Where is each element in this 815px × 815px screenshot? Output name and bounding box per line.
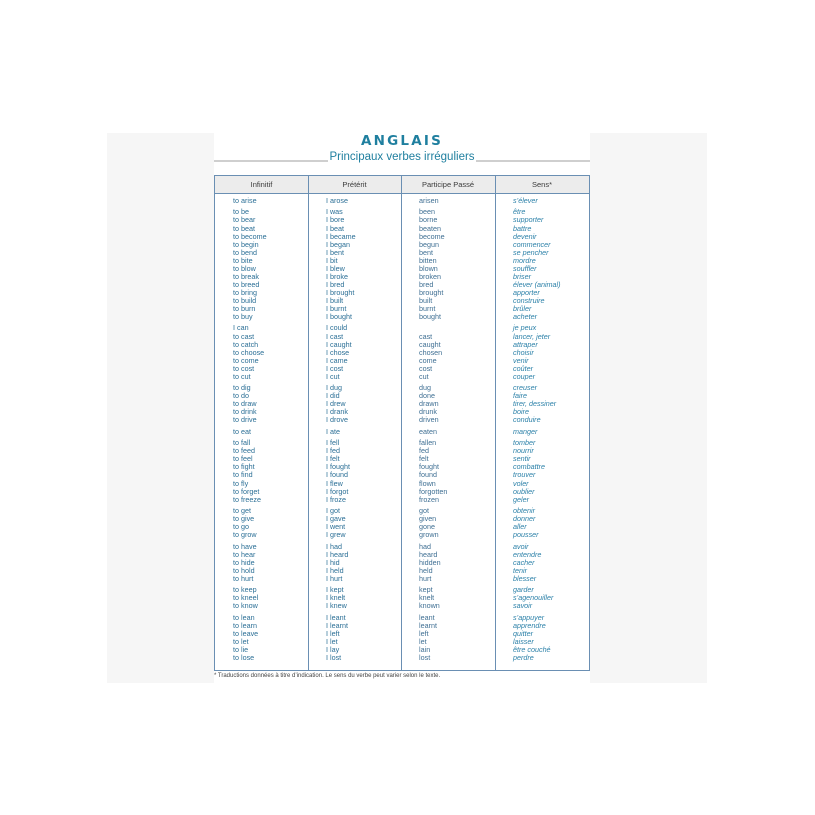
preterit-cell: I bore xyxy=(326,215,345,225)
table-row xyxy=(215,471,589,479)
infinitif-cell: to hurt xyxy=(233,573,254,583)
participe-passe-cell: beaten xyxy=(419,223,441,233)
infinitif-cell: to keep xyxy=(233,585,257,595)
table-row xyxy=(215,197,589,205)
participe-passe-cell: grown xyxy=(419,530,439,540)
sens-cell: combattre xyxy=(513,462,545,472)
sens-cell: savoir xyxy=(513,601,533,611)
preterit-cell: I had xyxy=(326,541,342,551)
infinitif-cell: to cast xyxy=(233,331,255,341)
preterit-cell: I felt xyxy=(326,454,340,464)
infinitif-cell: to come xyxy=(233,355,259,365)
decorative-rule-left xyxy=(214,160,328,162)
infinitif-cell: to drive xyxy=(233,415,257,425)
infinitif-cell: to hide xyxy=(233,557,255,567)
sens-cell: acheter xyxy=(513,312,537,322)
sens-cell: être xyxy=(513,207,526,217)
infinitif-cell: to dig xyxy=(233,383,251,393)
preterit-cell: I left xyxy=(326,628,340,638)
preterit-cell: I bought xyxy=(326,312,352,322)
infinitif-cell: to leave xyxy=(233,628,259,638)
preterit-cell: I cast xyxy=(326,331,344,341)
sens-cell: tenir xyxy=(513,565,527,575)
preterit-cell: I drew xyxy=(326,399,346,409)
participe-passe-cell: been xyxy=(419,207,435,217)
infinitif-cell: to learn xyxy=(233,620,257,630)
preterit-cell: I lay xyxy=(326,644,340,654)
participe-passe-cell: dug xyxy=(419,383,431,393)
sens-cell: tirer, dessiner xyxy=(513,399,557,409)
preterit-cell: I hid xyxy=(326,557,340,567)
sens-cell: blesser xyxy=(513,573,537,583)
sens-cell: aller xyxy=(513,522,527,532)
verb-group xyxy=(215,614,589,662)
preterit-cell: I hurt xyxy=(326,573,343,583)
participe-passe-cell: drawn xyxy=(419,399,439,409)
infinitif-cell: to bring xyxy=(233,287,257,297)
preterit-cell: I did xyxy=(326,391,340,401)
preterit-cell: I knelt xyxy=(326,593,346,603)
preterit-cell: I cost xyxy=(326,363,344,373)
table-row xyxy=(215,428,589,436)
verb-group xyxy=(215,324,589,380)
infinitif-cell: to forget xyxy=(233,486,260,496)
footnote: * Traductions données à titre d’indication. Le sens du verbe peut varier selon le texte. xyxy=(214,673,441,679)
participe-passe-cell: held xyxy=(419,565,433,575)
verb-group xyxy=(215,197,589,205)
table-row xyxy=(215,265,589,273)
table-body xyxy=(215,197,589,665)
preterit-cell: I brought xyxy=(326,287,355,297)
sens-cell: tomber xyxy=(513,438,536,448)
preterit-cell: I froze xyxy=(326,494,346,504)
participe-passe-cell: lost xyxy=(419,653,431,662)
sens-cell: trouver xyxy=(513,470,536,480)
preterit-cell: I arose xyxy=(326,196,348,205)
participe-passe-cell: found xyxy=(419,470,437,480)
participe-passe-cell: kept xyxy=(419,585,433,595)
infinitif-cell: to be xyxy=(233,207,249,217)
sens-cell: apprendre xyxy=(513,620,546,630)
participe-passe-cell: fallen xyxy=(419,438,437,448)
preterit-cell: I drank xyxy=(326,407,348,417)
sens-cell: obtenir xyxy=(513,506,535,516)
preterit-cell: I bent xyxy=(326,247,344,257)
preterit-cell: I lost xyxy=(326,653,342,662)
preterit-cell: I went xyxy=(326,522,346,532)
participe-passe-cell: had xyxy=(419,541,431,551)
infinitif-cell: to begin xyxy=(233,239,259,249)
sens-cell: boire xyxy=(513,407,529,417)
sens-cell: couper xyxy=(513,371,535,381)
verbs-table xyxy=(214,175,590,671)
infinitif-cell: to know xyxy=(233,601,258,611)
verb-group xyxy=(215,543,589,583)
infinitif-cell: to hold xyxy=(233,565,255,575)
preterit-cell: I dug xyxy=(326,383,342,393)
sens-cell: apporter xyxy=(513,287,540,297)
sens-cell: briser xyxy=(513,271,531,281)
preterit-cell: I caught xyxy=(326,339,352,349)
table-row xyxy=(215,400,589,408)
sens-cell: cacher xyxy=(513,557,535,567)
preterit-cell: I beat xyxy=(326,223,344,233)
infinitif-cell: to feed xyxy=(233,446,255,456)
sens-cell: je peux xyxy=(513,323,537,333)
participe-passe-cell: caught xyxy=(419,339,441,349)
sens-cell: quitter xyxy=(513,628,533,638)
page-subtitle: Principaux verbes irréguliers xyxy=(329,151,475,163)
sens-cell: s’agenouiller xyxy=(513,593,554,603)
preterit-cell: I cut xyxy=(326,371,340,381)
sens-cell: choisir xyxy=(513,347,534,357)
participe-passe-cell: begun xyxy=(419,239,439,249)
participe-passe-cell: driven xyxy=(419,415,439,425)
participe-passe-cell: let xyxy=(419,636,427,646)
sens-cell: nourrir xyxy=(513,446,534,456)
preterit-cell: I flew xyxy=(326,478,343,488)
participe-passe-cell: learnt xyxy=(419,620,437,630)
table-row xyxy=(215,313,589,321)
preterit-cell: I bred xyxy=(326,279,345,289)
infinitif-cell: to catch xyxy=(233,339,259,349)
preterit-cell: I burnt xyxy=(326,304,347,313)
participe-passe-cell: hurt xyxy=(419,573,432,583)
preterit-cell: I built xyxy=(326,295,344,305)
table-row xyxy=(215,654,589,662)
table-header xyxy=(215,176,589,194)
participe-passe-cell: bred xyxy=(419,279,434,289)
table-row xyxy=(215,349,589,357)
participe-passe-cell: leant xyxy=(419,612,435,622)
sens-cell: s’appuyer xyxy=(513,612,545,622)
participe-passe-cell: heard xyxy=(419,549,438,559)
participe-passe-cell: blown xyxy=(419,263,438,273)
preterit-cell: I blew xyxy=(326,263,345,273)
participe-passe-cell: fed xyxy=(419,446,429,456)
infinitif-cell: to eat xyxy=(233,426,251,436)
participe-passe-cell: cut xyxy=(419,371,429,381)
sens-cell: donner xyxy=(513,514,536,524)
participe-passe-cell: hidden xyxy=(419,557,441,567)
sens-cell: élever (animal) xyxy=(513,279,561,289)
table-row xyxy=(215,384,589,392)
sens-cell: venir xyxy=(513,355,529,365)
infinitif-cell: to grow xyxy=(233,530,257,540)
sens-cell: construire xyxy=(513,295,545,305)
participe-passe-cell: drunk xyxy=(419,407,437,417)
sens-cell: s’élever xyxy=(513,196,538,205)
participe-passe-cell: frozen xyxy=(419,494,439,504)
sens-cell: lancer, jeter xyxy=(513,331,551,341)
decorative-rule-right xyxy=(476,160,590,162)
preterit-cell: I kept xyxy=(326,585,344,595)
table-row xyxy=(215,575,589,583)
participe-passe-cell: bitten xyxy=(419,255,437,265)
participe-passe-cell: borne xyxy=(419,215,438,225)
participe-passe-cell: become xyxy=(419,231,445,241)
preterit-cell: I heard xyxy=(326,549,349,559)
preterit-cell: I ate xyxy=(326,426,340,436)
participe-passe-cell: cast xyxy=(419,331,433,341)
sens-cell: mordre xyxy=(513,255,536,265)
sens-cell: garder xyxy=(513,585,534,595)
table-row xyxy=(215,531,589,539)
infinitif-cell: to feel xyxy=(233,454,253,464)
sens-cell: battre xyxy=(513,223,532,233)
infinitif-cell: I can xyxy=(233,323,249,333)
sens-cell: supporter xyxy=(513,215,544,225)
verb-group xyxy=(215,428,589,436)
preterit-cell: I let xyxy=(326,636,338,646)
preterit-cell: I broke xyxy=(326,271,348,281)
table-row xyxy=(215,559,589,567)
sens-cell: conduire xyxy=(513,415,541,425)
infinitif-cell: to beat xyxy=(233,223,255,233)
preterit-cell: I could xyxy=(326,323,348,333)
table-row xyxy=(215,447,589,455)
table-row xyxy=(215,416,589,424)
sens-cell: brûler xyxy=(513,304,532,313)
sens-cell: geler xyxy=(513,494,529,504)
column-header-infinitif: Infinitif xyxy=(250,180,273,189)
infinitif-cell: to blow xyxy=(233,263,256,273)
sens-cell: être couché xyxy=(513,644,551,654)
sens-cell: entendre xyxy=(513,549,542,559)
infinitif-cell: to give xyxy=(233,514,255,524)
infinitif-cell: to freeze xyxy=(233,494,261,504)
sens-cell: avoir xyxy=(513,541,529,551)
sens-cell: sentir xyxy=(513,454,531,464)
preterit-cell: I forgot xyxy=(326,486,349,496)
participe-passe-cell: come xyxy=(419,355,437,365)
participe-passe-cell: given xyxy=(419,514,437,524)
participe-passe-cell: arisen xyxy=(419,196,439,205)
sens-cell: laisser xyxy=(513,636,534,646)
sens-cell: coûter xyxy=(513,363,533,373)
infinitif-cell: to draw xyxy=(233,399,257,409)
participe-passe-cell: knelt xyxy=(419,593,435,603)
infinitif-cell: to have xyxy=(233,541,257,551)
column-header-sens: Sens* xyxy=(531,180,552,189)
infinitif-cell: to arise xyxy=(233,196,257,205)
infinitif-cell: to go xyxy=(233,522,249,532)
verb-group xyxy=(215,586,589,610)
participe-passe-cell: bent xyxy=(419,247,433,257)
sens-cell: se pencher xyxy=(513,247,549,257)
column-header-participe-passe: Participe Passé xyxy=(421,180,475,189)
infinitif-cell: to hear xyxy=(233,549,256,559)
infinitif-cell: to get xyxy=(233,506,251,516)
preterit-cell: I fought xyxy=(326,462,350,472)
preterit-cell: I learnt xyxy=(326,620,348,630)
subtitle-row xyxy=(214,151,590,169)
preterit-cell: I knew xyxy=(326,601,347,611)
participe-passe-cell: flown xyxy=(419,478,436,488)
participe-passe-cell: got xyxy=(419,506,429,516)
participe-passe-cell: known xyxy=(419,601,440,611)
preterit-cell: I grew xyxy=(326,530,346,540)
sens-cell: oublier xyxy=(513,486,535,496)
sens-cell: devenir xyxy=(513,231,537,241)
table-row xyxy=(215,496,589,504)
infinitif-cell: to choose xyxy=(233,347,265,357)
preterit-cell: I chose xyxy=(326,347,350,357)
participe-passe-cell: eaten xyxy=(419,426,437,436)
participe-passe-cell: cost xyxy=(419,363,433,373)
infinitif-cell: to breed xyxy=(233,279,260,289)
infinitif-cell: to fly xyxy=(233,478,249,488)
infinitif-cell: to bear xyxy=(233,215,256,225)
infinitif-cell: to lie xyxy=(233,644,249,654)
sens-cell: perdre xyxy=(513,653,534,662)
verb-group xyxy=(215,439,589,503)
preterit-cell: I drove xyxy=(326,415,348,425)
table-row xyxy=(215,373,589,381)
preterit-cell: I got xyxy=(326,506,340,516)
preterit-cell: I gave xyxy=(326,514,346,524)
infinitif-cell: to break xyxy=(233,271,259,281)
infinitif-cell: to bend xyxy=(233,247,257,257)
participe-passe-cell: fought xyxy=(419,462,439,472)
table-row xyxy=(215,488,589,496)
sens-cell: commencer xyxy=(513,239,551,249)
infinitif-cell: to bite xyxy=(233,255,253,265)
verb-group xyxy=(215,208,589,321)
preterit-cell: I became xyxy=(326,231,356,241)
preterit-cell: I found xyxy=(326,470,348,480)
sens-cell: attraper xyxy=(513,339,538,349)
document-page xyxy=(214,133,590,685)
infinitif-cell: to lose xyxy=(233,653,255,662)
participe-passe-cell: left xyxy=(419,628,429,638)
participe-passe-cell: forgotten xyxy=(419,486,448,496)
infinitif-cell: to fight xyxy=(233,462,255,472)
infinitif-cell: to cut xyxy=(233,371,251,381)
sens-cell: faire xyxy=(513,391,527,401)
sens-cell: creuser xyxy=(513,383,537,393)
participe-passe-cell: broken xyxy=(419,271,441,281)
participe-passe-cell: brought xyxy=(419,287,444,297)
table-row xyxy=(215,515,589,523)
preterit-cell: I was xyxy=(326,207,343,217)
infinitif-cell: to find xyxy=(233,470,253,480)
sens-cell: souffler xyxy=(513,263,537,273)
participe-passe-cell: lain xyxy=(419,644,431,654)
preterit-cell: I came xyxy=(326,355,348,365)
infinitif-cell: to build xyxy=(233,295,257,305)
table-row xyxy=(215,297,589,305)
table-row xyxy=(215,602,589,610)
infinitif-cell: to become xyxy=(233,231,267,241)
infinitif-cell: to kneel xyxy=(233,593,259,603)
infinitif-cell: to do xyxy=(233,391,249,401)
participe-passe-cell: bought xyxy=(419,312,441,322)
preterit-cell: I fed xyxy=(326,446,340,456)
preterit-cell: I bit xyxy=(326,255,338,265)
participe-passe-cell: chosen xyxy=(419,347,443,357)
infinitif-cell: to buy xyxy=(233,312,253,322)
infinitif-cell: to cost xyxy=(233,363,255,373)
column-header-preterit: Prétérit xyxy=(342,180,367,189)
table-row xyxy=(215,594,589,602)
preterit-cell: I leant xyxy=(326,612,346,622)
verb-group xyxy=(215,384,589,424)
infinitif-cell: to fall xyxy=(233,438,251,448)
preterit-cell: I began xyxy=(326,239,350,249)
participe-passe-cell: felt xyxy=(419,454,429,464)
sens-cell: pousser xyxy=(513,530,539,540)
participe-passe-cell: done xyxy=(419,391,435,401)
participe-passe-cell: built xyxy=(419,295,433,305)
sens-cell: voler xyxy=(513,478,529,488)
sens-cell: manger xyxy=(513,426,538,436)
page-title: ANGLAIS xyxy=(360,133,444,149)
infinitif-cell: to lean xyxy=(233,612,255,622)
participe-passe-cell: burnt xyxy=(419,304,436,313)
table-row xyxy=(215,216,589,224)
infinitif-cell: to let xyxy=(233,636,249,646)
participe-passe-cell: gone xyxy=(419,522,435,532)
preterit-cell: I fell xyxy=(326,438,340,448)
preterit-cell: I held xyxy=(326,565,344,575)
infinitif-cell: to burn xyxy=(233,304,256,313)
verb-group xyxy=(215,507,589,539)
infinitif-cell: to drink xyxy=(233,407,257,417)
